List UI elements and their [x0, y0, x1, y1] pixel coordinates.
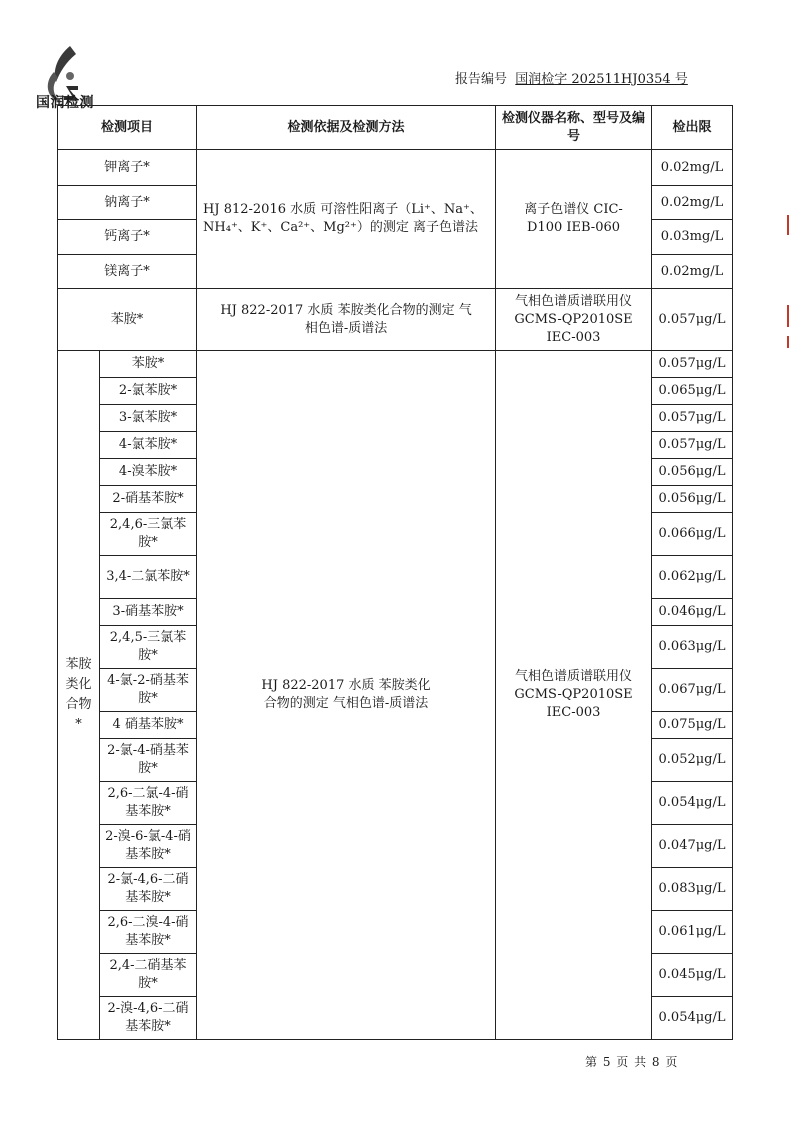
detection-limit: 0.056μg/L: [652, 486, 733, 513]
test-item-name: 2-溴-4,6-二硝基苯胺*: [100, 997, 197, 1040]
table-header-row: [58, 106, 733, 150]
test-items-table: [57, 105, 733, 1040]
col-header-item: 检测项目: [58, 106, 197, 150]
stamp-edge-mark: [775, 305, 789, 327]
test-item-name: 3-氯苯胺*: [100, 405, 197, 432]
detection-limit: 0.03mg/L: [652, 220, 733, 255]
report-number-label: 报告编号: [455, 72, 508, 87]
detection-limit: 0.083μg/L: [652, 868, 733, 911]
report-number-value: 国润检字 202511HJ0354 号: [515, 72, 688, 87]
detection-limit: 0.067μg/L: [652, 669, 733, 712]
table-row: [58, 351, 733, 378]
detection-limit: 0.054μg/L: [652, 997, 733, 1040]
test-item-name: 钾离子*: [58, 150, 197, 186]
test-method: HJ 822-2017 水质 苯胺类化合物的测定 气相色谱-质谱法: [197, 351, 496, 1040]
test-item-name: 4-溴苯胺*: [100, 459, 197, 486]
detection-limit: 0.054μg/L: [652, 782, 733, 825]
col-header-method: 检测依据及检测方法: [197, 106, 496, 150]
test-item-name: 2-氯苯胺*: [100, 378, 197, 405]
test-item-name: 2,4,5-三氯苯胺*: [100, 626, 197, 669]
test-item-name: 镁离子*: [58, 255, 197, 289]
table-row: [58, 289, 733, 351]
test-item-name: 苯胺*: [58, 289, 197, 351]
test-instrument: 气相色谱质谱联用仪 GCMS-QP2010SE IEC-003: [496, 289, 652, 351]
detection-limit: 0.066μg/L: [652, 513, 733, 556]
logo-text: 国润检测: [36, 95, 94, 111]
report-number: [455, 68, 688, 87]
test-item-name: 4-氯-2-硝基苯胺*: [100, 669, 197, 712]
test-item-name: 2,6-二溴-4-硝基苯胺*: [100, 911, 197, 954]
category-label: 苯胺类化合物*: [58, 351, 100, 1040]
test-method: HJ 822-2017 水质 苯胺类化合物的测定 气相色谱-质谱法: [197, 289, 496, 351]
detection-limit: 0.02mg/L: [652, 186, 733, 220]
test-item-name: 3,4-二氯苯胺*: [100, 556, 197, 599]
detection-limit: 0.02mg/L: [652, 255, 733, 289]
detection-limit: 0.075μg/L: [652, 712, 733, 739]
test-instrument: 离子色谱仪 CIC-D100 IEB-060: [496, 150, 652, 289]
test-item-name: 2,6-二氯-4-硝基苯胺*: [100, 782, 197, 825]
detection-limit: 0.065μg/L: [652, 378, 733, 405]
detection-limit: 0.056μg/L: [652, 459, 733, 486]
test-item-name: 2,4,6-三氯苯胺*: [100, 513, 197, 556]
detection-limit: 0.057μg/L: [652, 351, 733, 378]
test-item-name: 钙离子*: [58, 220, 197, 255]
detection-limit: 0.063μg/L: [652, 626, 733, 669]
test-item-name: 4-氯苯胺*: [100, 432, 197, 459]
test-item-name: 苯胺*: [100, 351, 197, 378]
test-item-name: 2-氯-4,6-二硝基苯胺*: [100, 868, 197, 911]
detection-limit: 0.02mg/L: [652, 150, 733, 186]
stamp-edge-mark: [775, 215, 789, 235]
detection-limit: 0.057μg/L: [652, 289, 733, 351]
detection-limit: 0.052μg/L: [652, 739, 733, 782]
col-header-limit: 检出限: [652, 106, 733, 150]
test-item-name: 3-硝基苯胺*: [100, 599, 197, 626]
detection-limit: 0.047μg/L: [652, 825, 733, 868]
detection-limit: 0.045μg/L: [652, 954, 733, 997]
test-item-name: 2-溴-6-氯-4-硝基苯胺*: [100, 825, 197, 868]
page-number: 第 5 页 共 8 页: [585, 1055, 679, 1069]
test-item-name: 2-氯-4-硝基苯胺*: [100, 739, 197, 782]
detection-limit: 0.057μg/L: [652, 432, 733, 459]
detection-limit: 0.057μg/L: [652, 405, 733, 432]
test-item-name: 2,4-二硝基苯胺*: [100, 954, 197, 997]
test-item-name: 4 硝基苯胺*: [100, 712, 197, 739]
test-method: HJ 812-2016 水质 可溶性阳离子（Li⁺、Na⁺、NH₄⁺、K⁺、Ca²⁺、Mg²⁺）的测定 离子色谱法: [197, 150, 496, 289]
detection-limit: 0.061μg/L: [652, 911, 733, 954]
test-item-name: 2-硝基苯胺*: [100, 486, 197, 513]
stamp-edge-mark: [775, 336, 789, 348]
test-item-name: 钠离子*: [58, 186, 197, 220]
col-header-instrument: 检测仪器名称、型号及编号: [496, 106, 652, 150]
table-row: [58, 150, 733, 186]
detection-limit: 0.062μg/L: [652, 556, 733, 599]
detection-limit: 0.046μg/L: [652, 599, 733, 626]
test-instrument: 气相色谱质谱联用仪 GCMS-QP2010SE IEC-003: [496, 351, 652, 1040]
